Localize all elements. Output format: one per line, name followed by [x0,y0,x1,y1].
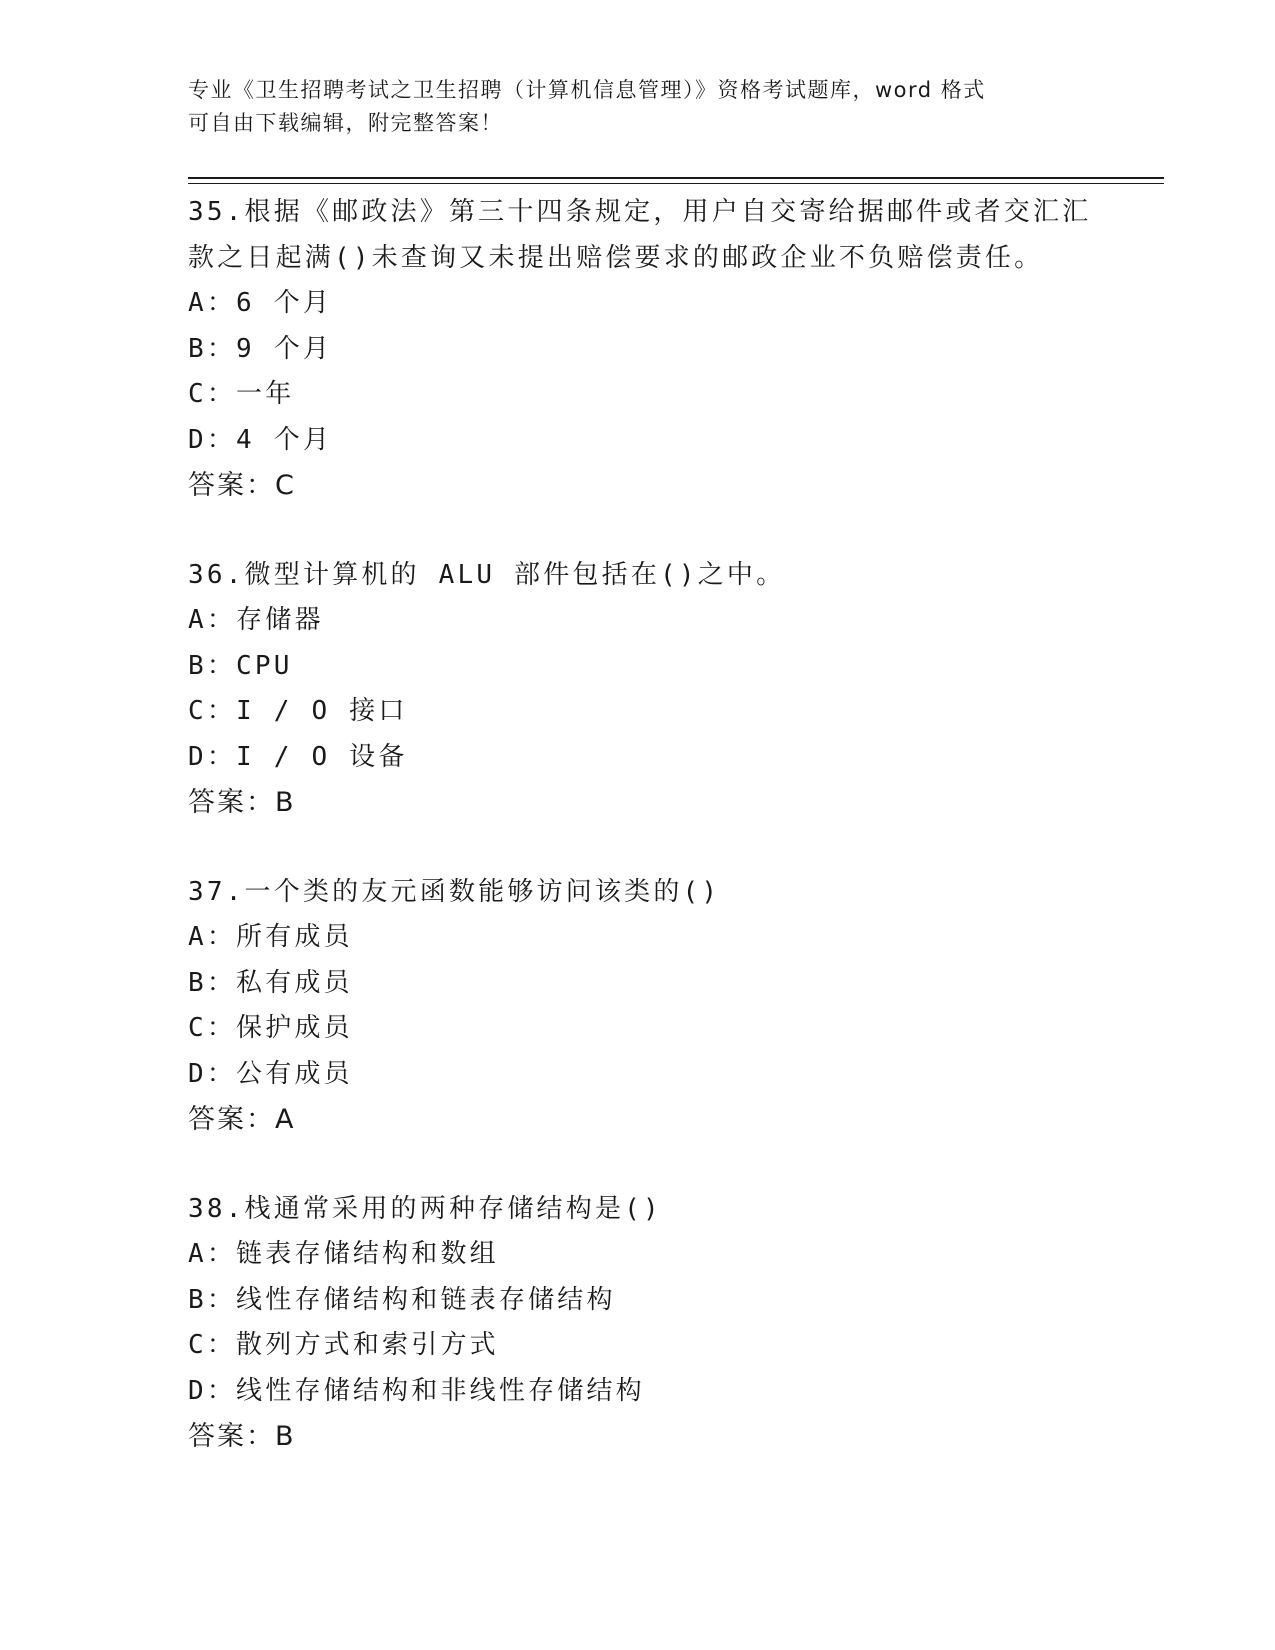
answer-label: 答案： [188,470,275,501]
answer-value: A [275,1104,294,1135]
question-35 [188,190,1148,509]
answer-value: C [275,470,294,501]
question-stem [188,870,1148,916]
option-c: C：散列方式和索引方式 [188,1330,499,1360]
option-d: D：线性存储结构和非线性存储结构 [188,1375,645,1406]
option-a: A：所有成员 [188,922,353,952]
option-b: B：线性存储结构和链表存储结构 [188,1284,616,1315]
question-stem-line: 36.微型计算机的 ALU 部件包括在()之中。 [188,559,786,590]
option-a: A：链表存储结构和数组 [188,1239,499,1269]
option-d: D：I / O 设备 [188,741,408,772]
question-37 [188,870,1148,1143]
answer-line [188,1414,1148,1460]
question-list [188,190,1148,1504]
answer-value: B [275,1421,294,1452]
question-stem-line: 38.栈通常采用的两种存储结构是() [188,1193,662,1224]
question-36 [188,553,1148,826]
answer-value: B [275,787,294,818]
answer-label: 答案： [188,787,275,818]
answer-line [188,780,1148,826]
header-line-2: 可自由下载编辑，附完整答案！ [188,111,503,135]
question-stem [188,190,1148,281]
question-stem [188,1187,1148,1233]
answer-label: 答案： [188,1104,275,1135]
question-stem-line: 35.根据《邮政法》第三十四条规定，用户自交寄给据邮件或者交汇汇 [188,197,1092,227]
question-stem-line: 37.一个类的友元函数能够访问该类的() [188,876,721,907]
option-d: D：公有成员 [188,1058,353,1089]
option-b: B：CPU [188,650,293,681]
document-header [188,74,1088,140]
header-divider-thin [188,183,1164,184]
header-line-1: 专业《卫生招聘考试之卫生招聘（计算机信息管理）》资格考试题库，word 格式 [188,78,986,102]
option-a: A：6 个月 [188,288,333,318]
option-a: A：存储器 [188,605,324,635]
question-stem-line: 款之日起满()未查询又未提出赔偿要求的邮政企业不负赔偿责任。 [188,242,1044,273]
option-b: B：9 个月 [188,333,333,364]
option-c: C：保护成员 [188,1013,353,1043]
option-c: C：I / O 接口 [188,696,408,726]
answer-line [188,1097,1148,1143]
header-divider-thick [188,177,1164,179]
option-b: B：私有成员 [188,967,353,998]
answer-label: 答案： [188,1421,275,1452]
option-d: D：4 个月 [188,424,333,455]
answer-line [188,463,1148,509]
question-stem [188,553,1148,599]
question-38 [188,1187,1148,1460]
option-c: C：一年 [188,379,295,409]
